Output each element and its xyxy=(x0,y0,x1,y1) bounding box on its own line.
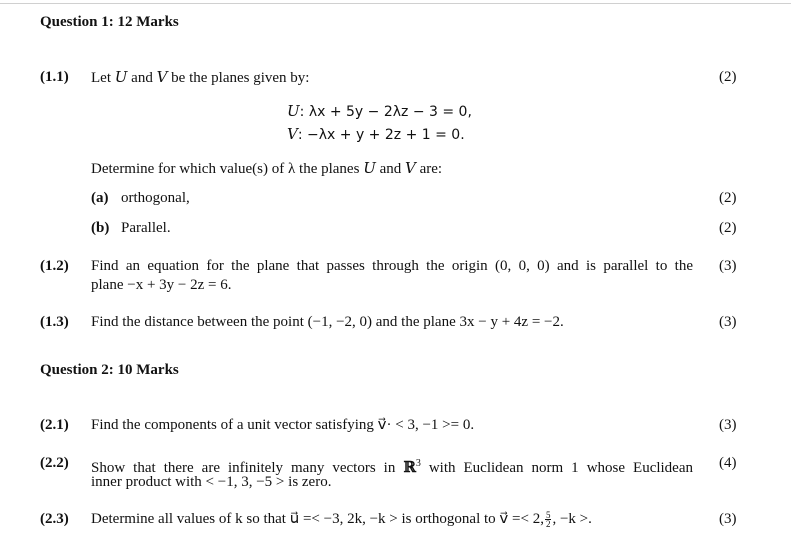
plane-v-symbol: V xyxy=(156,68,168,86)
question-1-heading: Question 1: 12 Marks xyxy=(40,14,179,30)
question-v-symbol: V xyxy=(405,159,416,177)
part-1-3-marks: (3) xyxy=(719,314,737,330)
part-2-1-text: Find the components of a unit vector satisfying v⃗· < 3, −1 >= 0. xyxy=(91,417,475,433)
part-2-3-marks: (3) xyxy=(719,511,737,527)
fraction-numerator: 5 xyxy=(545,510,551,521)
part-1-2-line-2: plane −x + 3y − 2z = 6. xyxy=(91,277,232,293)
part-1-1-question xyxy=(91,159,442,179)
subpart-b-marks: (2) xyxy=(719,220,737,236)
intro-text-b: be the planes given by: xyxy=(171,70,310,86)
equation-v-symbol: V xyxy=(287,125,298,143)
intro-text-a: Let xyxy=(91,70,111,86)
question-text-b: are: xyxy=(419,161,443,177)
real-numbers-symbol: ℝ xyxy=(403,458,416,476)
intro-and: and xyxy=(131,70,153,86)
part-2-3-number: (2.3) xyxy=(40,511,69,527)
part-1-2-line-1: Find an equation for the plane that passes through the origin (0, 0, 0) and is parallel to the xyxy=(91,258,693,274)
part-1-3-number: (1.3) xyxy=(40,314,69,330)
part-2-2-number: (2.2) xyxy=(40,455,69,471)
fraction-five-halves xyxy=(545,511,552,528)
line-1-text-b: with Euclidean norm 1 whose Euclidean xyxy=(428,460,693,476)
part-1-3-text: Find the distance between the point (−1, −2, 0) and the plane 3x − y + 4z = −2. xyxy=(91,314,564,330)
subpart-a-text: orthogonal, xyxy=(121,190,190,206)
plane-v-equation xyxy=(287,125,465,145)
question-text-a: Determine for which value(s) of λ the planes xyxy=(91,161,360,177)
question-2-heading: Question 2: 10 Marks xyxy=(40,362,179,378)
part-1-1-number: (1.1) xyxy=(40,69,69,85)
fraction-denominator: 2 xyxy=(545,519,551,530)
top-rule xyxy=(0,3,791,4)
part-2-3-text xyxy=(91,510,592,529)
text-a: Determine all values of k so that u⃗ =< −3, 2k, −k > is orthogonal to v⃗ =< 2, xyxy=(91,511,544,527)
text-b: , −k >. xyxy=(552,511,592,527)
part-2-1-number: (2.1) xyxy=(40,417,69,433)
subpart-b-text: Parallel. xyxy=(121,220,171,236)
subpart-a-marks: (2) xyxy=(719,190,737,206)
subpart-b-label: (b) xyxy=(91,220,110,236)
part-2-2-line-2: inner product with < −1, 3, −5 > is zero. xyxy=(91,474,332,490)
dimension-superscript: 3 xyxy=(415,458,421,469)
question-and: and xyxy=(379,161,402,177)
part-1-1-marks: (2) xyxy=(719,69,737,85)
part-1-2-marks: (3) xyxy=(719,258,737,274)
line-1-text-a: Show that there are infinitely many vectors in xyxy=(91,460,396,476)
part-1-2-number: (1.2) xyxy=(40,258,69,274)
part-1-1-intro xyxy=(91,68,309,88)
question-u-symbol: U xyxy=(363,159,376,177)
equation-u-symbol: U xyxy=(287,102,300,120)
part-2-1-marks: (3) xyxy=(719,417,737,433)
equation-u-text: : λx + 5y − 2λz − 3 = 0, xyxy=(299,104,472,120)
subpart-a-label: (a) xyxy=(91,190,109,206)
part-2-2-marks: (4) xyxy=(719,455,737,471)
equation-v-text: : −λx + y + 2z + 1 = 0. xyxy=(297,127,465,143)
plane-u-equation xyxy=(287,102,472,122)
plane-u-symbol: U xyxy=(114,68,128,86)
